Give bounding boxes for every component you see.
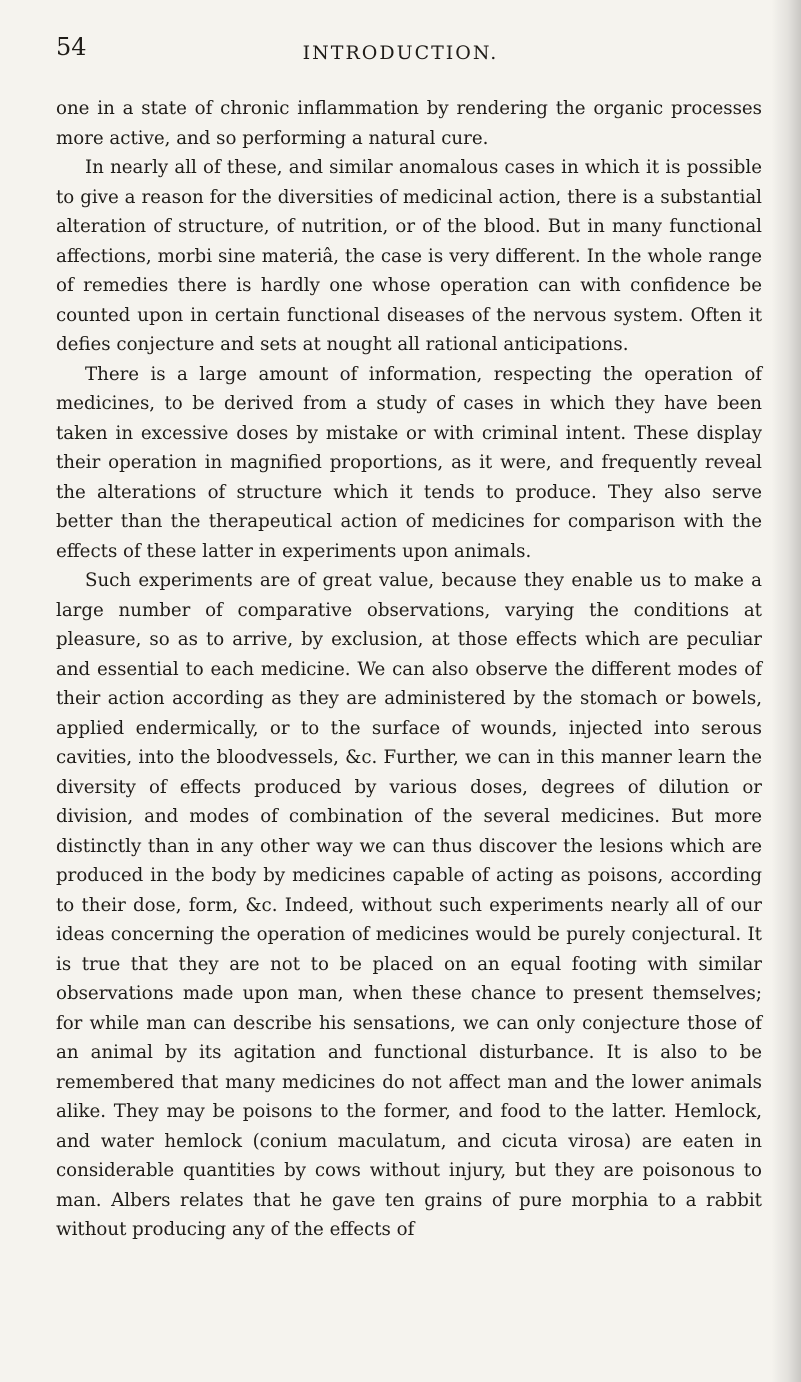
body-text <box>56 94 762 1245</box>
running-title: INTRODUCTION. <box>302 42 499 64</box>
paragraph-continuation: one in a state of chronic inflammation by rendering the organic processes more active, and so performing a natural cure. <box>56 98 762 149</box>
paragraph-animal-experiments: Such experiments are of great value, because they enable us to make a large number of comparative observations, varying the conditions at pleasure, so as to arrive, by exclusion, at those effects which are peculiar and essential to each medicine. We can also observe the different modes of their action according as they are administered by the stomach or bowels, applied endermically, or to the surface of wounds, injected into serous cavities, into the bloodvessels, &c. Further, we can in this manner learn the diversity of effects produced by various doses, degrees of dilution or division, and modes of combination of the several medicines. But more distinctly than in any other way we can thus discover the lesions which are produced in the body by medicines capable of acting as poisons, according to their dose, form, &c. Indeed, without such experiments nearly all of our ideas concerning the operation of medicines would be purely conjectural. It is true that they are not to be placed on an equal footing with similar observations made upon man, when these chance to present themselves; for while man can describe his sensations, we can only conjecture those of an animal by its agitation and functional disturbance. It is also to be remembered that many medicines do not affect man and the lower animals alike. They may be poisons to the former, and food to the latter. Hemlock, and water hemlock (conium maculatum, and cicuta virosa) are eaten in considerable quantities by cows without injury, but they are poisonous to man. Albers relates that he gave ten grains of pure morphia to a rabbit without producing any of the effects of <box>56 570 762 1240</box>
page-edge-shadow <box>771 0 801 1382</box>
page-number: 54 <box>56 33 87 61</box>
paragraph-anomalous-cases: In nearly all of these, and similar anomalous cases in which it is possible to give a reason for the diversities of medicinal action, there is a substantial alteration of structure, of nutrition, or of the blood. But in many functional affections, morbi sine materiâ, the case is very different. In the whole range of remedies there is hardly one whose operation can with confidence be counted upon in certain functional diseases of the nervous system. Often it defies conjecture and sets at nought all rational anticipations. <box>56 157 762 355</box>
paragraph-excessive-doses: There is a large amount of information, respecting the operation of medicines, to be derived from a study of cases in which they have been taken in excessive doses by mistake or with criminal intent. These display their operation in magnified proportions, as it were, and frequently reveal the alterations of structure which it tends to produce. They also serve better than the therapeutical action of medicines for comparison with the effects of these latter in experiments upon animals. <box>56 363 762 562</box>
